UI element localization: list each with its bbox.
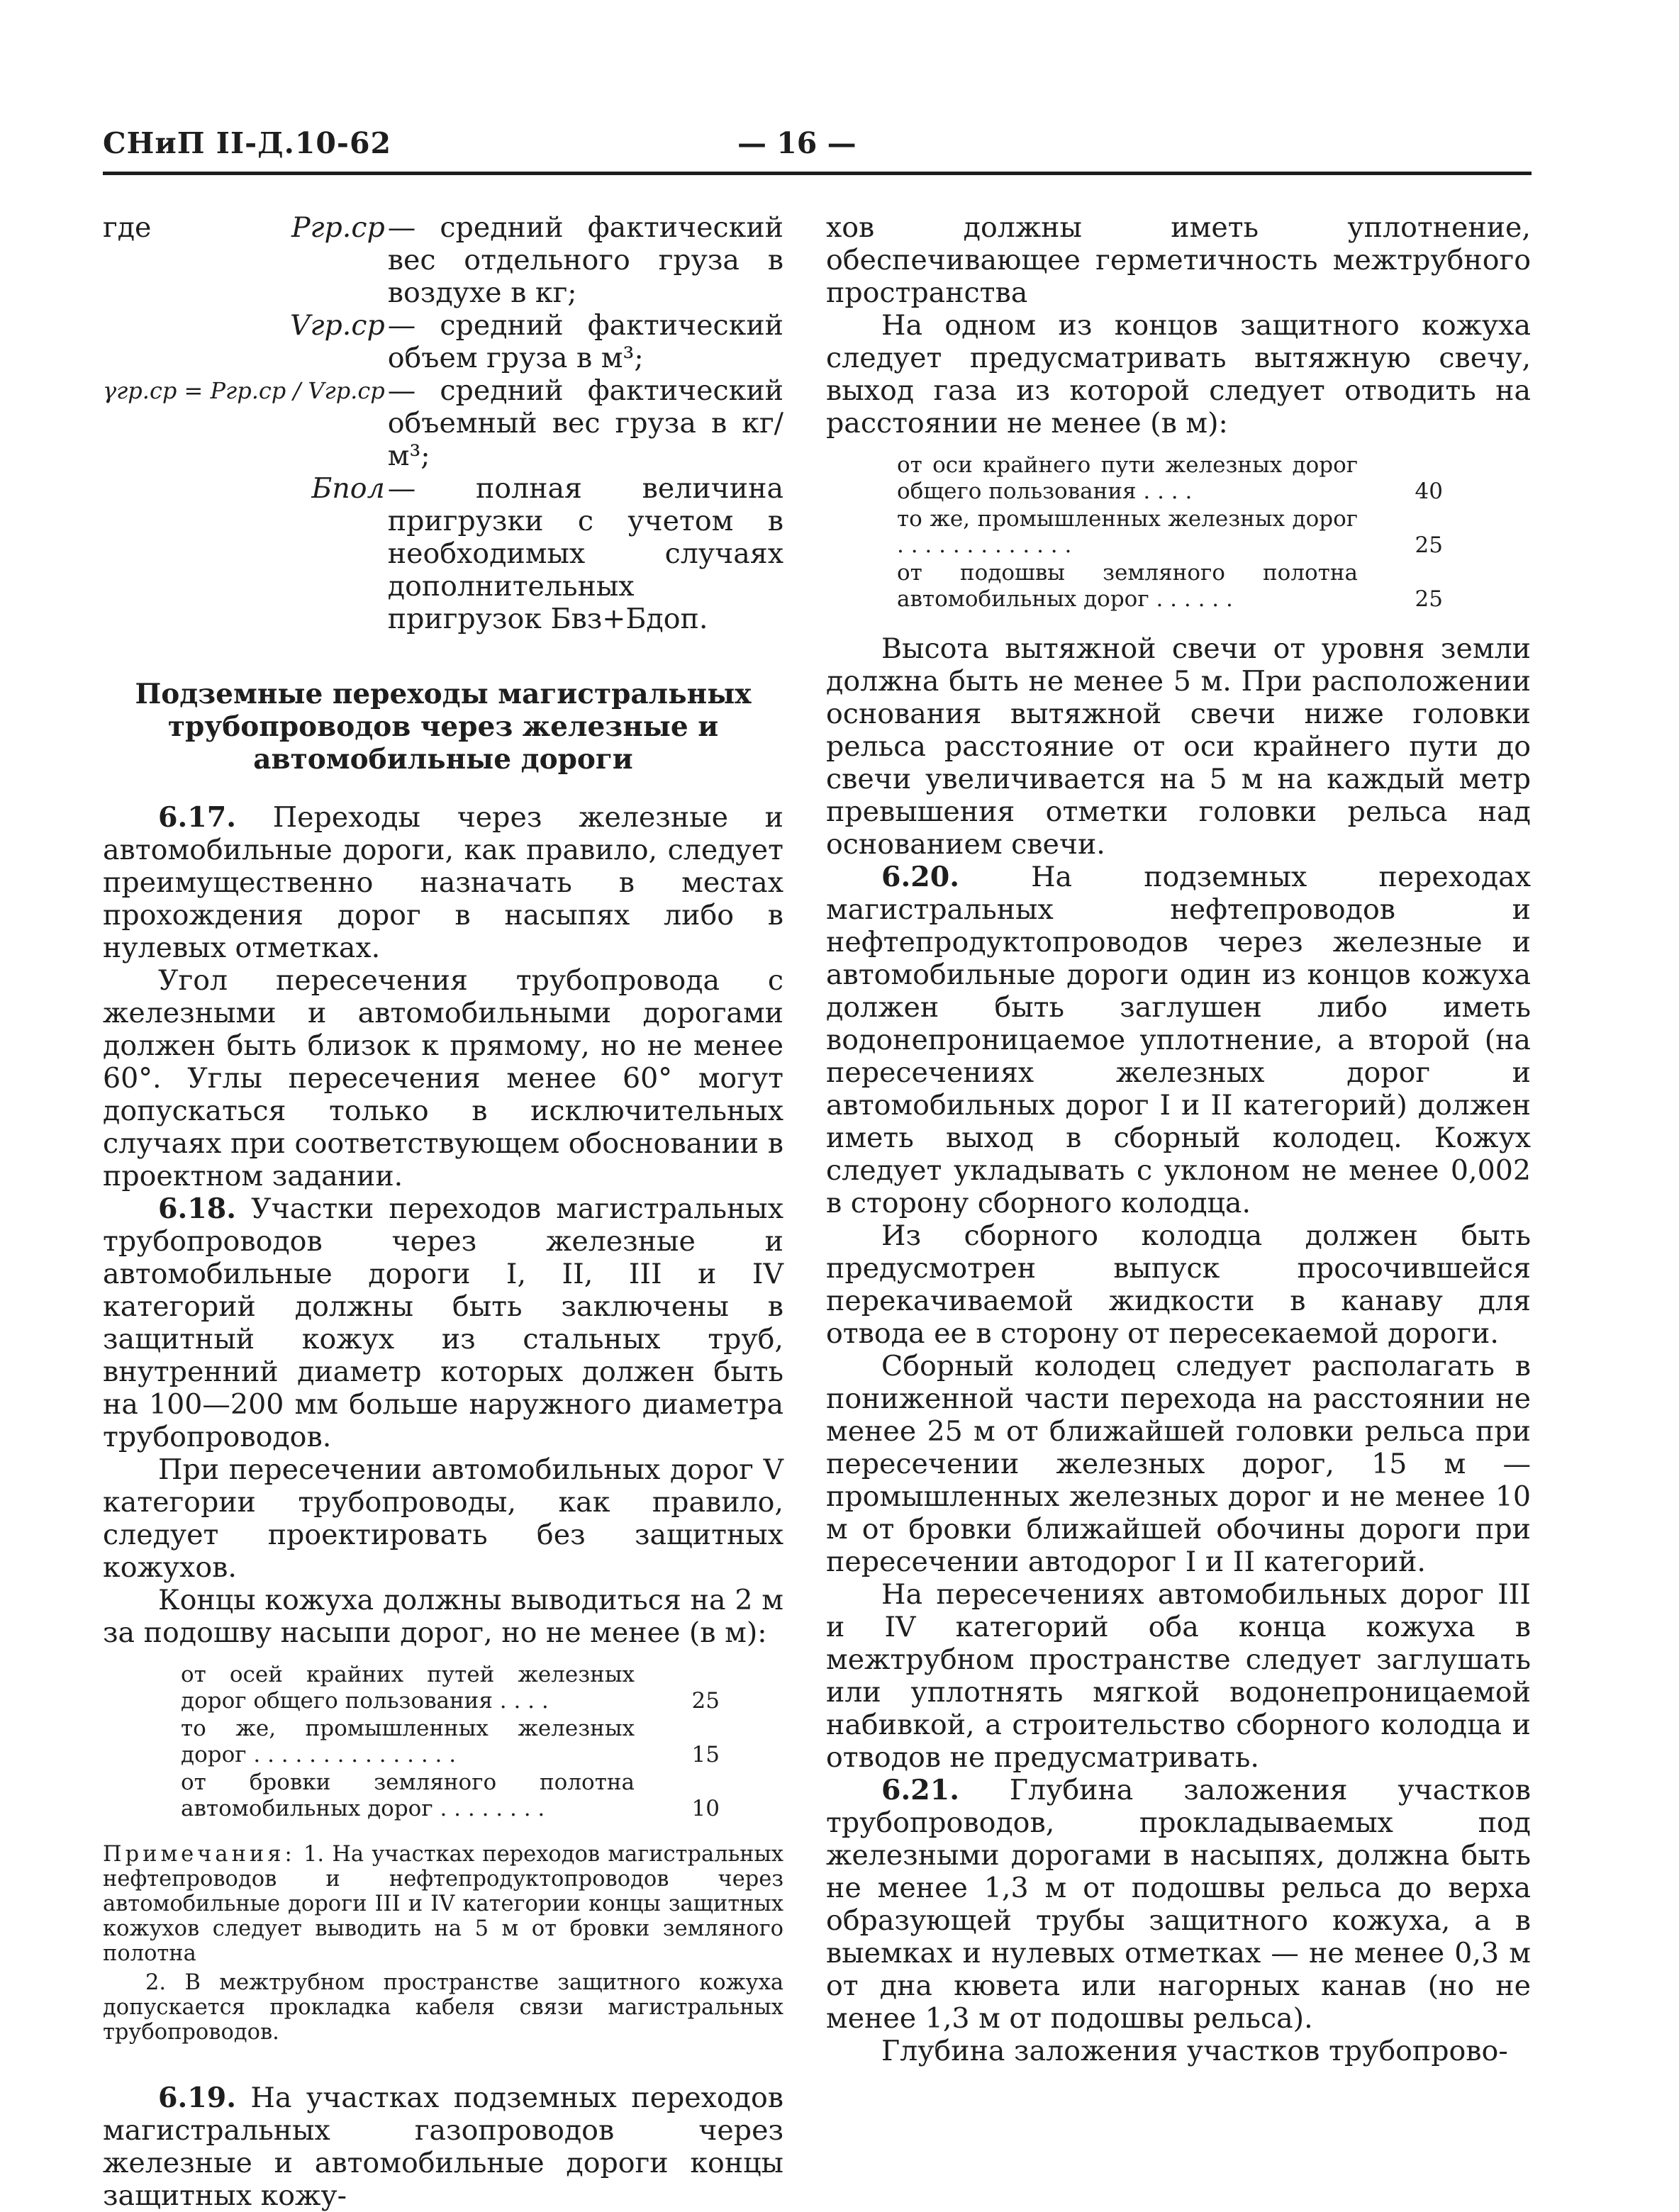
note-1 <box>103 1842 783 1966</box>
def-p-gr: — средний фактический вес отдельного груза в воздухе в кг; <box>387 211 783 309</box>
page-number: — 16 — <box>737 126 857 160</box>
table-label: то же, промышленных железных дорог . . . . . . . . . . . . . <box>897 506 1358 558</box>
where-block <box>103 211 783 635</box>
notes <box>103 1842 783 2045</box>
para-6-18 <box>103 1192 783 1453</box>
table-label: от бровки земляного полотна автомобильных дорог . . . . . . . . <box>181 1770 635 1821</box>
para-text: Переходы через железные и автомобильные дороги, как правило, следует преимущественно назначать в местах прохождения дорог в насыпях либо в нулевых отметках. <box>103 801 784 964</box>
para-depth-last: Глубина заложения участков трубопрово- <box>881 2035 1508 2067</box>
para-cat-3-4: На пересечениях автомобильных дорог III и IV категорий оба конца кожуха в межтрубном пространстве следует заглушать или уплотнять мягкой водонепроницаемой набивкой, а строительство сборного колодца и отводов не предусматривать. <box>826 1578 1531 1774</box>
table-value: 25 <box>691 1688 720 1714</box>
distance-table-left <box>181 1662 720 1822</box>
para-candle-height: Высота вытяжной свечи от уровня земли должна быть не менее 5 м. При расположении основания вытяжной свечи ниже головки рельса расстояние от оси крайнего пути до свечи увеличивается на 5 м на каждый метр превышения отметки головки рельса над основанием свечи. <box>826 632 1531 861</box>
table-row <box>181 1770 720 1822</box>
table-label: от оси крайнего пути железных дорог общего пользования . . . . <box>897 452 1358 504</box>
para-text: Глубина заложения участков трубопроводов, прокладываемых под железными дорогами в насыпях, должна быть не менее 1,3 м от подошвы рельса до верха образующей трубы защитного кожуха, а в выемках и нулевых отметках — не менее 0,3 м от дна кювета или нагорных канав (но не менее 1,3 м от подошвы рельса). <box>826 1774 1531 2035</box>
table-value: 25 <box>1415 586 1443 612</box>
table-value: 15 <box>691 1742 720 1767</box>
symbol-gamma-gr: γгр.ср = Pгр.ср / Vгр.ср <box>103 377 385 404</box>
para-angle: Угол пересечения трубопровода с железными и автомобильными дорогами должен быть близок к прямому, но не менее 60°. Углы пересечения менее 60° могут допускаться только в исключительных случаях при соответствующем обосновании в проектном задании. <box>103 964 783 1192</box>
def-gamma-gr: — средний фактический объемный вес груза в кг/м³; <box>387 374 783 472</box>
symbol-p-gr: Pгр.ср <box>291 211 385 244</box>
para-6-19 <box>103 2082 783 2212</box>
right-column <box>826 211 1531 2067</box>
document-code: СНиП II-Д.10-62 <box>103 126 392 160</box>
para-casing-ends: Концы кожуха должны выводиться на 2 м за подошву насыпи дорог, но не менее (в м): <box>103 1584 783 1649</box>
para-number: 6.18. <box>158 1192 236 1225</box>
para-text: На подземных переходах магистральных нефтепроводов и нефтепродуктопроводов через железные и автомобильные дороги один из концов кожуха должен быть заглушен либо иметь водонепроницаемое уплотнение, а второй (на пересечениях железных дорог и автомобильных дорог I и II категорий) должен иметь выход в сборный колодец. Кожух следует укладывать с уклоном не менее 0,002 в сторону сборного колодца. <box>826 861 1532 1219</box>
para-collecting-well: Сборный колодец следует располагать в пониженной части перехода на расстоянии не менее 25 м от ближайшей головки рельса при пересечении железных дорог, 15 м — промышленных железных дорог и не менее 10 м от бровки ближайшей обочины дороги при пересечении автодорог I и II категорий. <box>826 1350 1531 1578</box>
symbol-b-pol: Бпол <box>311 472 385 505</box>
note-2: 2. В межтрубном пространстве защитного кожуха допускается прокладка кабеля связи магистральных трубопроводов. <box>103 1970 783 2045</box>
section-heading: Подземные переходы магистральных трубопроводов через железные и автомобильные дороги <box>135 678 752 776</box>
def-v-gr: — средний фактический объем груза в м³; <box>387 309 783 374</box>
para-6-17 <box>103 801 783 964</box>
para-number: 6.20. <box>881 861 959 893</box>
header-rule <box>103 172 1532 175</box>
table-row <box>897 560 1443 613</box>
table-label: от осей крайних путей железных дорог общего пользования . . . . <box>181 1662 635 1714</box>
table-value: 10 <box>691 1796 720 1821</box>
table-label: от подошвы земляного полотна автомобильных дорог . . . . . . <box>897 560 1358 612</box>
left-column <box>103 211 783 2212</box>
para-number: 6.21. <box>881 1774 959 1806</box>
para-6-21 <box>826 1774 1531 2035</box>
symbol-v-gr: Vгр.ср <box>290 309 385 342</box>
para-outlet: Из сборного колодца должен быть предусмотрен выпуск просочившейся перекачиваемой жидкости в канаву для отвода ее в сторону от пересекаемой дороги. <box>826 1219 1531 1350</box>
para-text: На участках подземных переходов магистральных газопроводов через железные и автомобильные дороги концы защитных кожу- <box>103 2082 784 2212</box>
table-value: 25 <box>1415 532 1443 558</box>
table-row <box>181 1662 720 1714</box>
note-1-text: 1. На участках переходов магистральных нефтепроводов и нефтепродуктопроводов через автомобильные дороги III и IV категории концы защитных кожухов следует выводить на 5 м от бровки земляного полотна <box>103 1842 783 1966</box>
para-number: 6.17. <box>158 801 236 834</box>
para-vent-candle: На одном из концов защитного кожуха следует предусматривать вытяжную свечу, выход газа из которой следует отводить на расстоянии не менее (в м): <box>826 309 1531 440</box>
para-6-20 <box>826 861 1531 1219</box>
table-label: то же, промышленных железных дорог . . . . . . . . . . . . . . . <box>181 1716 635 1767</box>
para-number: 6.19. <box>158 2082 236 2114</box>
where-word: где <box>103 211 152 244</box>
table-row <box>181 1716 720 1768</box>
para-text: Участки переходов магистральных трубопроводов через железные и автомобильные дороги I, II, III и IV категорий должны быть заключены в защитный кожух из стальных труб, внутренний диаметр которых должен быть на 100—200 мм больше наружного диаметра трубопроводов. <box>103 1192 783 1453</box>
notes-title: Примечания: <box>103 1842 296 1867</box>
distance-table-right <box>897 452 1443 613</box>
table-row <box>897 506 1443 559</box>
table-row <box>897 452 1443 505</box>
def-b-pol: — полная величина пригрузки с учетом в необходимых случаях дополнительных пригрузок Бвз+Бдоп. <box>387 472 783 635</box>
para-v-category: При пересечении автомобильных дорог V категории трубопроводы, как правило, следует проектировать без защитных кожухов. <box>103 1453 783 1584</box>
para-continued: хов должны иметь уплотнение, обеспечивающее герметичность межтрубного пространства <box>826 211 1531 309</box>
table-value: 40 <box>1415 479 1443 504</box>
